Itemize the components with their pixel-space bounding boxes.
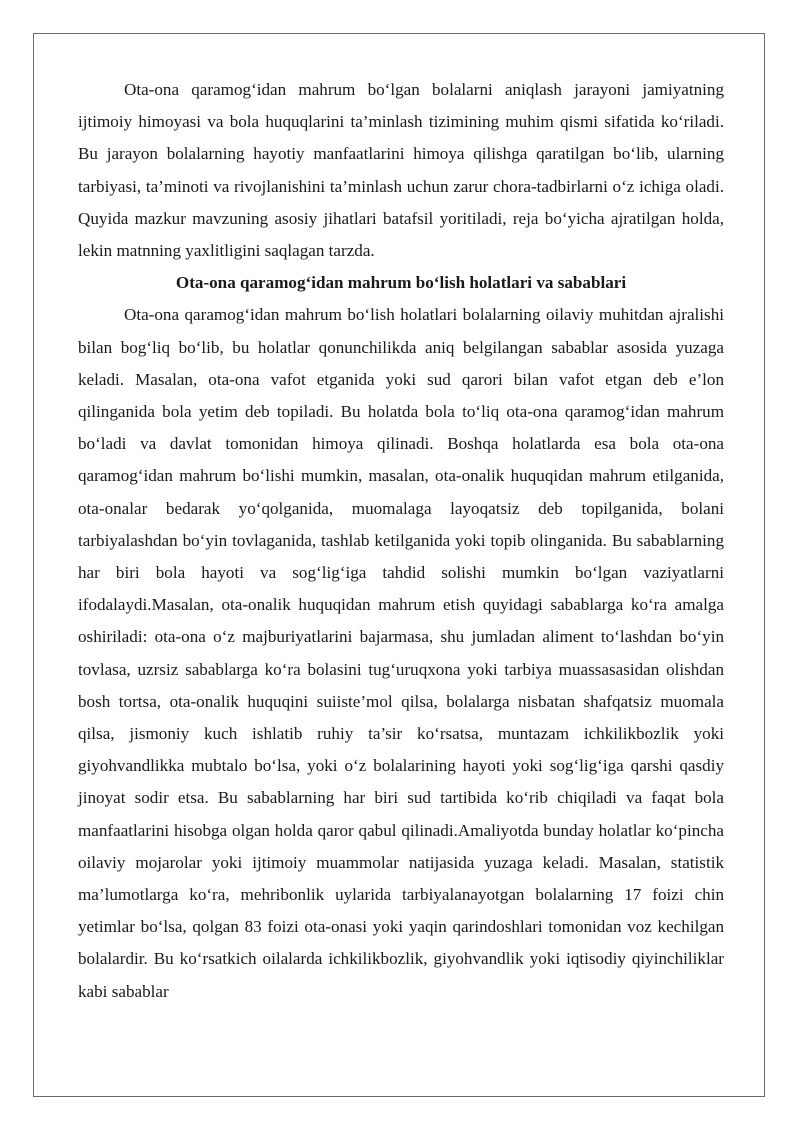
intro-paragraph: Ota-ona qaramog‘idan mahrum bo‘lgan bolalarni aniqlash jarayoni jamiyatning ijtimoiy himoyasi va bola huquqlarini ta’minlash tizimining muhim qismi sifatida ko‘riladi. Bu jarayon bolalarning hayotiy manfaatlarini himoya qilishga qaratilgan bo‘lib, ularning tarbiyasi, ta’minoti va rivojlanishini ta’minlash uchun zarur chora-tadbirlarni o‘z ichiga oladi. Quyida mazkur mavzuning asosiy jihatlari batafsil yoritiladi, reja bo‘yicha ajratilgan holda, lekin matnning yaxlitligini saqlagan tarzda.: [78, 80, 724, 261]
section-heading: Ota-ona qaramog‘idan mahrum bo‘lish holatlari va sabablari: [175, 273, 627, 293]
document-body: [78, 74, 724, 1008]
body-paragraph: Ota-ona qaramog‘idan mahrum bo‘lish holatlari bolalarning oilaviy muhitdan ajralishi bilan bog‘liq bo‘lib, bu holatlar qonunchilikda aniq belgilangan sabablar asosida yuzaga keladi. Masalan, ota-ona vafot etganida yoki sud qarori bilan vafot etgan deb e’lon qilinganida bola yetim deb topiladi. Bu holatda bola to‘liq ota-ona qaramog‘idan mahrum bo‘ladi va davlat tomonidan himoya qilinadi. Boshqa holatlarda esa bola ota-ona qaramog‘idan mahrum bo‘lishi mumkin, masalan, ota-onalik huquqidan mahrum etilganida, ota-onalar bedarak yo‘qolganida, muomalaga layoqatsiz deb topilganida, bolani tarbiyalashdan bo‘yin tovlaganida, tashlab ketilganida yoki topib olinganida. Bu sabablarning har biri bola hayoti va sog‘lig‘iga tahdid solishi mumkin bo‘lgan vaziyatlarni ifodalaydi.Masalan, ota-onalik huquqidan mahrum etish quyidagi sabablarga ko‘ra amalga oshiriladi: ota-ona o‘z majburiyatlarini bajarmasa, shu jumladan aliment to‘lashdan bo‘yin tovlasa, uzrsiz sabablarga ko‘ra bolasini tug‘uruqxona yoki tarbiya muassasasidan olishdan bosh tortsa, ota-onalik huquqini suiiste’mol qilsa, bolalarga nisbatan shafqatsiz muomala qilsa, jismoniy kuch ishlatib ruhiy ta’sir ko‘rsatsa, muntazam ichkilikbozlik yoki giyohvandlikka mubtalo bo‘lsa, yoki o‘z bolalarining hayoti yoki sog‘lig‘iga qarshi qasdiy jinoyat sodir etsa. Bu sabablarning har biri sud tartibida ko‘rib chiqiladi va faqat bola manfaatlarini hisobga olgan holda qaror qabul qilinadi.Amaliyotda bunday holatlar ko‘pincha oilaviy mojarolar yoki ijtimoiy muammolar natijasida yuzaga keladi. Masalan, statistik ma’lumotlarga ko‘ra, mehribonlik uylarida tarbiyalanayotgan bolalarning 17 foizi chin yetimlar bo‘lsa, qolgan 83 foizi ota-onasi yoki yaqin qarindoshlari tomonidan voz kechilgan bolalardir. Bu ko‘rsatkich oilalarda ichkilikbozlik, giyohvandlik yoki iqtisodiy qiyinchiliklar kabi sabablar: [78, 305, 724, 1001]
